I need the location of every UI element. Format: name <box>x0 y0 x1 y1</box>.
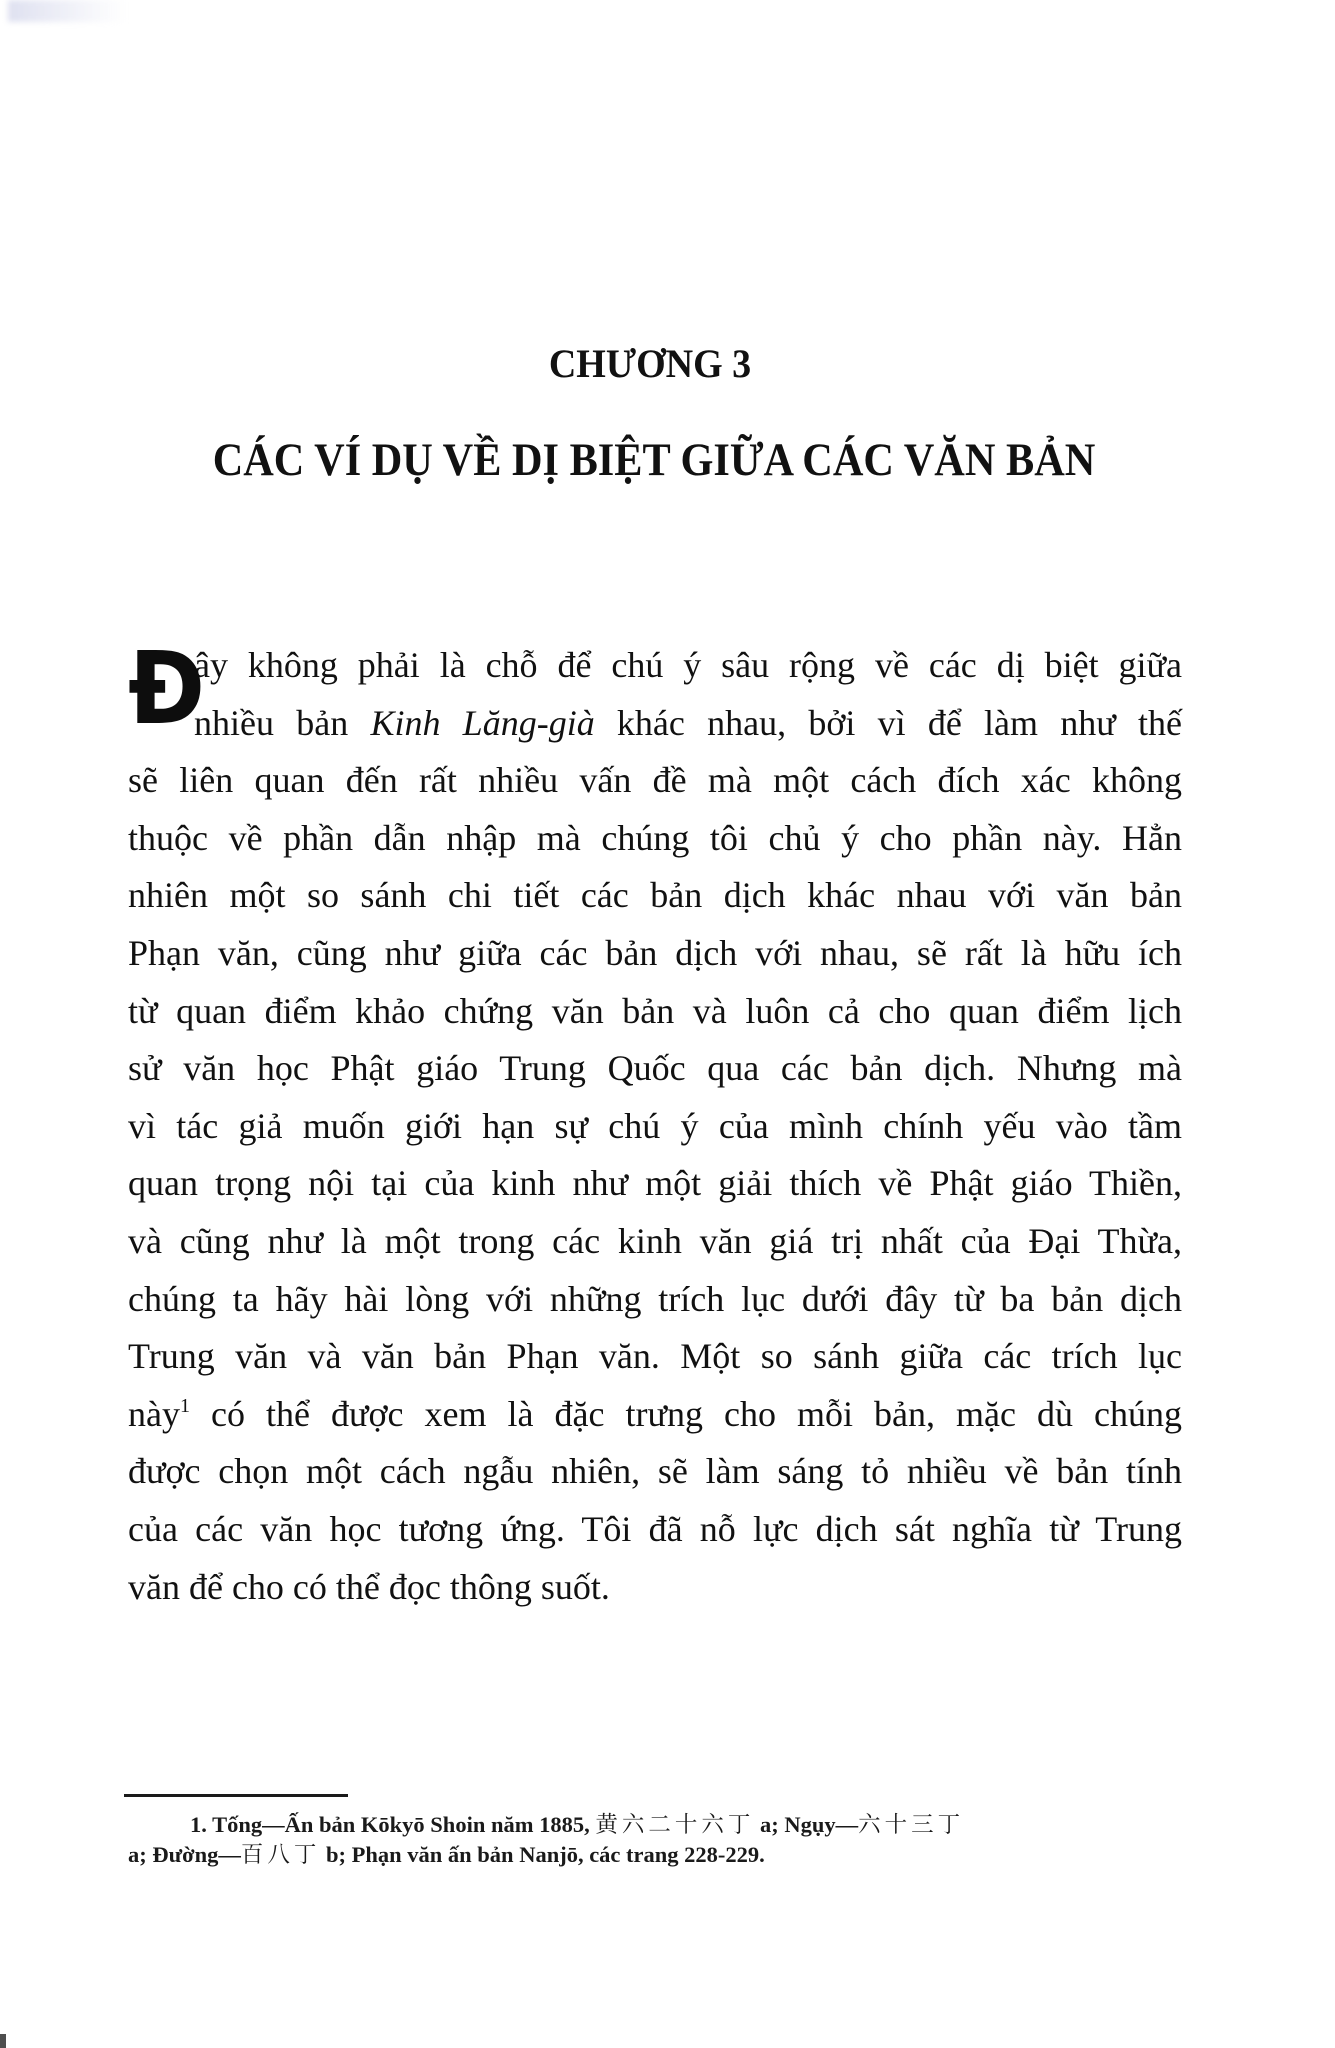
body-line: sử văn học Phật giáo Trung Quốc qua các bản dịch. Nhưng mà <box>128 1048 1182 1089</box>
footnote-cjk-text: 黄六二十六丁 <box>595 1812 755 1838</box>
body-line <box>128 1386 1182 1444</box>
footnote-number: 1. <box>190 1812 207 1837</box>
body-text-run: khác nhau, bởi vì để làm như thế <box>594 702 1182 743</box>
scan-edge-mark <box>0 2034 6 2048</box>
body-line: thuộc về phần dẫn nhập mà chúng tôi chủ ý cho phần này. Hẳn <box>128 817 1182 858</box>
body-line: nhiên một so sánh chi tiết các bản dịch khác nhau với văn bản <box>128 875 1182 916</box>
body-line: chúng ta hãy hài lòng với những trích lục dưới đây từ ba bản dịch <box>128 1278 1182 1319</box>
body-line: vì tác giả muốn giới hạn sự chú ý của mình chính yếu vào tầm <box>128 1105 1182 1146</box>
scan-smudge <box>8 0 128 22</box>
footnote-text: b; Phạn văn ấn bản Nanjō, các trang 228-229. <box>320 1842 765 1867</box>
footnote-cjk-text: 六十三丁 <box>858 1812 965 1838</box>
footnote-cjk-text: 百八丁 <box>240 1842 321 1868</box>
footnote-line <box>128 1810 1188 1840</box>
sutra-title-italic: Kinh Lăng-già <box>370 702 595 743</box>
chapter-title: CÁC VÍ DỤ VỀ DỊ BIỆT GIỮA CÁC VĂN BẢN <box>212 434 1096 486</box>
body-line: của các văn học tương ứng. Tôi đã nỗ lực dịch sát nghĩa từ Trung <box>128 1508 1182 1549</box>
footnote-divider <box>124 1794 348 1797</box>
body-line <box>128 695 1182 753</box>
body-line: Phạn văn, cũng như giữa các bản dịch với nhau, sẽ rất là hữu ích <box>128 932 1182 973</box>
body-text-run: nhiều bản <box>194 702 371 743</box>
body-line: sẽ liên quan đến rất nhiều vấn đề mà một cách đích xác không <box>128 760 1182 801</box>
footnote <box>128 1810 1188 1870</box>
footnote-reference[interactable]: 1 <box>179 1394 190 1417</box>
body-line: văn để cho có thể đọc thông suốt. <box>128 1566 610 1607</box>
body-text-run: có thể được xem là đặc trưng cho mỗi bản, mặc dù chúng <box>189 1393 1182 1434</box>
footnote-line <box>128 1840 1188 1870</box>
body-line: và cũng như là một trong các kinh văn giá trị nhất của Đại Thừa, <box>128 1220 1182 1261</box>
body-line: được chọn một cách ngẫu nhiên, sẽ làm sáng tỏ nhiều về bản tính <box>128 1451 1182 1492</box>
body-text-run: này <box>128 1393 180 1434</box>
footnote-text: Tống—Ấn bản Kōkyō Shoin năm 1885, <box>212 1812 596 1837</box>
drop-cap: Đ <box>128 630 206 747</box>
body-paragraph <box>128 630 1182 1616</box>
body-line: Trung văn và văn bản Phạn văn. Một so sánh giữa các trích lục <box>128 1336 1182 1377</box>
footnote-text: a; Đường— <box>128 1842 241 1867</box>
body-line: từ quan điểm khảo chứng văn bản và luôn cả cho quan điểm lịch <box>128 990 1182 1031</box>
chapter-label: CHƯƠNG 3 <box>548 341 752 386</box>
body-line: quan trọng nội tại của kinh như một giải thích về Phật giáo Thiền, <box>128 1163 1182 1204</box>
footnote-text: a; Ngụy— <box>754 1812 859 1837</box>
body-line: ây không phải là chỗ để chú ý sâu rộng về các dị biệt giữa <box>194 645 1182 685</box>
